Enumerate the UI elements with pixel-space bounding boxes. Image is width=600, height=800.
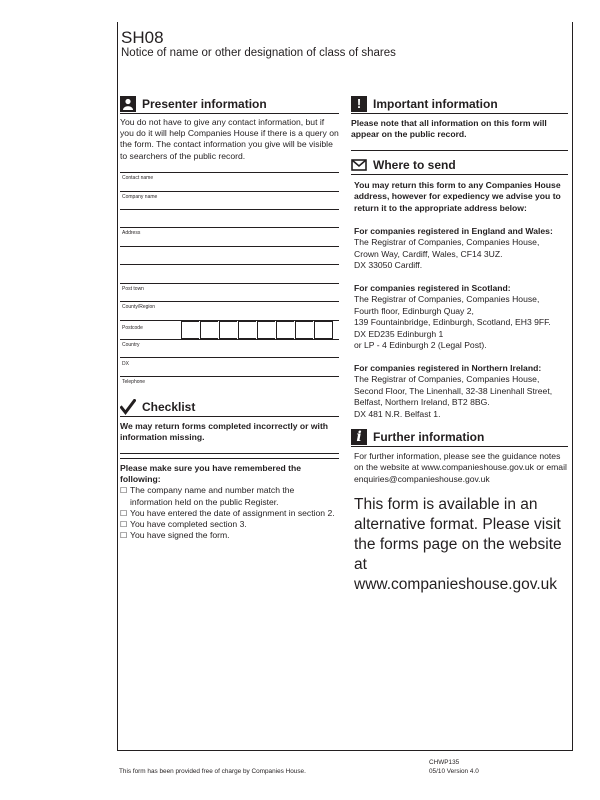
checklist-item[interactable]: ☐ The company name and number match the information held on the public Register. [120, 485, 295, 507]
address-scotland: For companies registered in Scotland: The Registrar of Companies, Companies House, Fourth floor, Edinburgh Quay 2, 139 Fountainbridge, Edinburgh, Scotland, EH3 9FF. DX ED235 Edinburgh 1 or LP - 4 Edinburgh 2 (Legal Post). [354, 283, 551, 351]
alternative-format-note: This form is available in an alternative format. Please visit the forms page on the website at www.companieshouse.gov.uk [354, 496, 562, 593]
dx-label: DX [122, 361, 129, 367]
address-england: For companies registered in England and Wales: The Registrar of Companies, Companies House, Crown Way, Cardiff, Wales, CF14 3UZ. DX 33050 Cardiff. [354, 226, 553, 271]
address-northern-ireland: For companies registered in Northern Ireland: The Registrar of Companies, Companies House, Second Floor, The Linenhall, 32-38 Linenhall Street, Belfast, Northern Ireland, BT2 8BG. DX 481 N.R. Belfast 1. [354, 363, 553, 419]
post-town-field[interactable] [120, 301, 339, 302]
presenter-intro-panel [120, 113, 339, 166]
where-to-send-intro: You may return this form to any Companies House address, however for expediency we advise you to return it to the appropriate address below: [354, 180, 561, 213]
info-icon: i [351, 429, 367, 445]
address-field-1[interactable] [120, 246, 339, 247]
checkbox-icon[interactable]: ☐ [120, 520, 128, 530]
checklist-item[interactable]: ☐ You have completed section 3. [120, 519, 247, 530]
country-label: Country [122, 342, 140, 348]
person-icon [120, 96, 136, 112]
contact-name-label: Contact name [122, 175, 154, 181]
checklist-reminder-title: Please make sure you have remembered the following: [120, 463, 302, 485]
address-field-3[interactable] [120, 283, 339, 284]
checklist-heading [120, 398, 339, 415]
where-to-send-heading [351, 156, 568, 173]
checklist-warning: We may return forms completed incorrectly or with information missing. [120, 421, 329, 443]
presenter-heading [120, 95, 339, 112]
form-reference: CHWP135 [429, 759, 460, 766]
further-info-text: For further information, please see the guidance notes on the website at www.companieshouse.gov.uk or email enquiries@companieshouse.gov.uk [354, 451, 567, 484]
free-of-charge-notice: This form has been provided free of charge by Companies House. [119, 768, 306, 775]
checklist-warning-panel [120, 416, 339, 454]
contact-name-field[interactable] [120, 191, 339, 192]
address-field-2[interactable] [120, 264, 339, 265]
company-name-field[interactable] [120, 209, 339, 210]
tick-icon [120, 399, 136, 415]
postcode-label: Postcode [122, 325, 143, 331]
checkbox-icon[interactable]: ☐ [120, 508, 128, 518]
dx-field[interactable] [120, 376, 339, 377]
checkbox-icon[interactable]: ☐ [120, 531, 128, 541]
important-heading [351, 95, 568, 112]
form-version: 05/10 Version 4.0 [429, 768, 479, 775]
further-info-heading-text: Further information [373, 429, 485, 444]
where-to-send-heading-text: Where to send [373, 157, 456, 172]
further-info-heading [351, 428, 568, 445]
right-margin-rule [572, 22, 573, 750]
form-title: Notice of name or other designation of class of shares [121, 47, 396, 59]
important-heading-text: Important information [373, 96, 498, 111]
important-text: Please note that all information on this form will appear on the public record. [351, 118, 547, 140]
checkbox-icon[interactable]: ☐ [120, 486, 128, 496]
envelope-icon [351, 157, 367, 173]
checklist-item[interactable]: ☐ You have signed the form. [120, 530, 230, 541]
checklist-reminder-panel [120, 458, 339, 545]
presenter-heading-text: Presenter information [142, 96, 267, 111]
checklist-item[interactable]: ☐ You have entered the date of assignment in section 2. [120, 507, 335, 518]
post-town-label: Post town [122, 286, 144, 292]
form-code: SH08 [121, 28, 164, 47]
address-label: Address [122, 230, 141, 236]
county-region-label: County/Region [122, 304, 156, 310]
checklist-heading-text: Checklist [142, 399, 196, 414]
telephone-label: Telephone [122, 379, 146, 385]
footer-rule [117, 750, 573, 751]
important-panel [351, 113, 568, 151]
country-field[interactable] [120, 357, 339, 358]
presenter-intro: You do not have to give any contact information, but if you do it will help Companies House if there is a query on the form. The contact information you give will be visible to searchers of the public record. [120, 117, 339, 161]
exclamation-icon: ! [351, 96, 367, 112]
company-name-label: Company name [122, 194, 158, 200]
left-margin-rule [117, 22, 118, 750]
